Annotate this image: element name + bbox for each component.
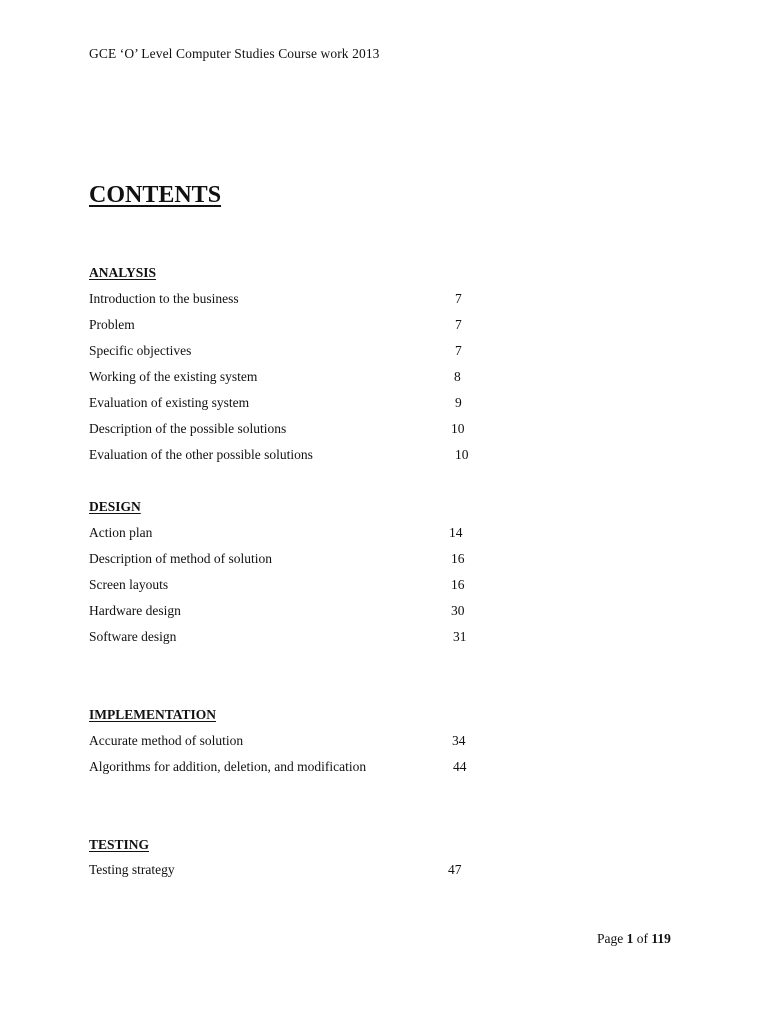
toc-entry-label: Description of method of solution bbox=[89, 551, 272, 566]
toc-entry-page: 47 bbox=[448, 862, 462, 877]
toc-entry-page: 10 bbox=[451, 421, 465, 436]
toc-entry-page: 30 bbox=[451, 603, 465, 618]
toc-entry-label: Problem bbox=[89, 317, 135, 332]
section-heading-testing: TESTING bbox=[89, 837, 150, 852]
toc-entry-page: 8 bbox=[454, 369, 461, 384]
footer-of-word: of bbox=[636, 931, 648, 946]
toc-entry-page: 16 bbox=[451, 577, 465, 592]
toc-entry-label: Accurate method of solution bbox=[89, 733, 244, 748]
toc-entry-label: Action plan bbox=[89, 525, 153, 540]
toc-entry-label: Evaluation of existing system bbox=[89, 395, 250, 410]
toc-entry-label: Evaluation of the other possible solutions bbox=[89, 447, 313, 462]
toc-entry-label: Software design bbox=[89, 629, 177, 644]
toc-entry-label: Working of the existing system bbox=[89, 369, 258, 384]
footer-current-page: 1 bbox=[626, 931, 634, 946]
toc-entry-label: Introduction to the business bbox=[89, 291, 239, 306]
footer-total-pages: 119 bbox=[651, 931, 671, 946]
toc-entry-label: Description of the possible solutions bbox=[89, 421, 287, 436]
toc-entry-label: Hardware design bbox=[89, 603, 181, 618]
section-heading-design: DESIGN bbox=[89, 499, 141, 514]
toc-entry-label: Screen layouts bbox=[89, 577, 169, 592]
toc-entry-page: 16 bbox=[451, 551, 465, 566]
section-heading-implementation: IMPLEMENTATION bbox=[89, 707, 217, 722]
footer-page-word: Page bbox=[597, 931, 624, 946]
toc-entry-page: 10 bbox=[455, 447, 469, 462]
toc-entry-page: 9 bbox=[455, 395, 462, 410]
toc-entry-page: 7 bbox=[455, 343, 462, 358]
contents-title: CONTENTS bbox=[89, 182, 222, 208]
toc-entry-label: Algorithms for addition, deletion, and modification bbox=[89, 759, 367, 774]
toc-entry-page: 7 bbox=[455, 317, 462, 332]
running-header: GCE ‘O’ Level Computer Studies Course work 2013 bbox=[89, 46, 380, 61]
toc-entry-page: 7 bbox=[455, 291, 462, 306]
toc-entry-label: Testing strategy bbox=[89, 862, 175, 877]
toc-entry-page: 31 bbox=[453, 629, 467, 644]
section-heading-analysis: ANALYSIS bbox=[89, 265, 157, 280]
toc-entry-page: 44 bbox=[453, 759, 467, 774]
toc-entry-label: Specific objectives bbox=[89, 343, 192, 358]
toc-entry-page: 34 bbox=[452, 733, 466, 748]
toc-entry-page: 14 bbox=[449, 525, 463, 540]
page-number-footer bbox=[597, 931, 671, 947]
